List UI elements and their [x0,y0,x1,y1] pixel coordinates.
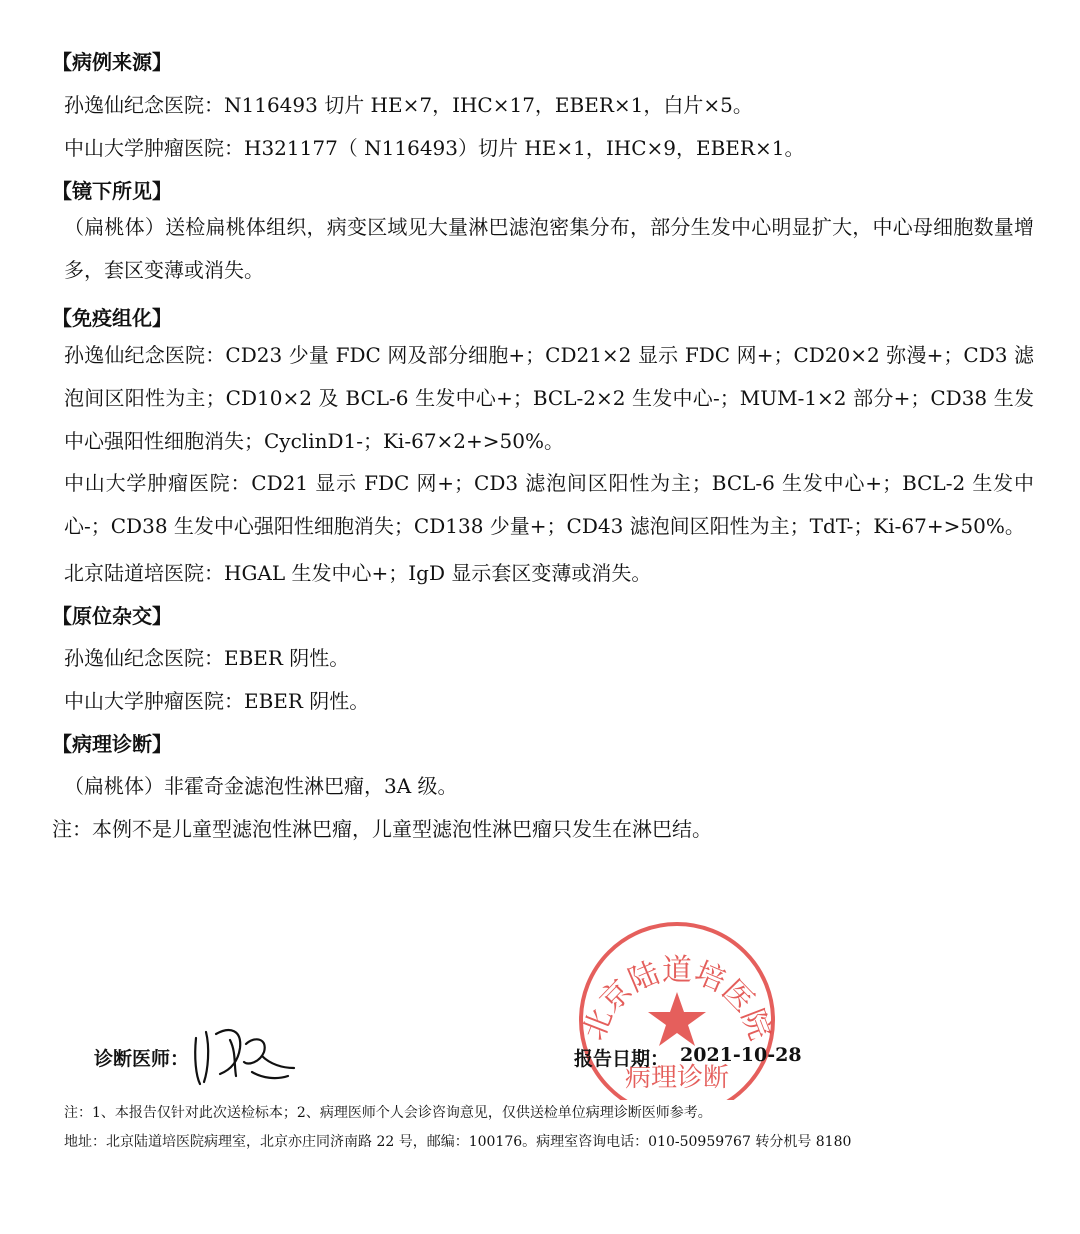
seal-bottom-text: 病理诊断 [624,1063,730,1093]
seal-star-icon [648,992,706,1046]
diagnosis-note: 注：本例不是儿童型滤泡性淋巴瘤，儿童型滤泡性淋巴瘤只发生在淋巴结。 [52,817,712,841]
ish-line-sysu-cancer: 中山大学肿瘤医院：EBER 阴性。 [64,689,370,713]
heading-diagnosis: 【病理诊断】 [52,732,172,756]
ihc-para-sysu-memorial: 孙逸仙纪念医院：CD23 少量 FDC 网及部分细胞+；CD21×2 显示 FDC 网+；CD20×2 弥漫+；CD3 滤泡间区阳性为主；CD10×2 及 BCL-6 生发中心+；BCL-2×2 生发中心-；MUM-1×2 部分+；CD38 生发中心强阳性细胞消失；CyclinD1-；Ki-67×2+>50%。 [64,343,1034,453]
ihc-para-ludaopei: 北京陆道培医院：HGAL 生发中心+；IgD 显示套区变薄或消失。 [64,561,652,585]
heading-ish: 【原位杂交】 [52,604,172,628]
diagnosis-line: （扁桃体）非霍奇金滤泡性淋巴瘤，3A 级。 [64,774,458,798]
hospital-seal [570,920,780,1100]
heading-microscopy: 【镜下所见】 [52,179,172,203]
ish-line-sysu-memorial: 孙逸仙纪念医院：EBER 阴性。 [64,646,350,670]
source-line-sysu-cancer: 中山大学肿瘤医院：H321177（ N116493）切片 HE×1，IHC×9，EBER×1。 [64,136,805,160]
source-line-sysu-memorial: 孙逸仙纪念医院：N116493 切片 HE×7，IHC×17，EBER×1，白片×5。 [64,93,753,117]
footer-address: 地址：北京陆道培医院病理室，北京亦庄同济南路 22 号，邮编：100176。病理室咨询电话：010-50959767 转分机号 8180 [64,1134,852,1150]
report-date-label: 报告日期： [574,1048,670,1070]
doctor-signature [190,1018,300,1088]
report-date-value: 2021-10-28 [680,1044,802,1066]
microscopy-text: （扁桃体）送检扁桃体组织，病变区域见大量淋巴滤泡密集分布，部分生发中心明显扩大，中心母细胞数量增多，套区变薄或消失。 [64,215,1034,282]
footer-note: 注：1、本报告仅针对此次送检标本；2、病理医师个人会诊咨询意见，仅供送检单位病理诊断医师参考。 [64,1105,712,1121]
seal-arc-text: 北京陆道培医院 [576,953,778,1045]
doctor-label: 诊断医师： [94,1048,190,1070]
ihc-para-sysu-cancer: 中山大学肿瘤医院：CD21 显示 FDC 网+；CD3 滤泡间区阳性为主；BCL-6 生发中心+；BCL-2 生发中心-；CD38 生发中心强阳性细胞消失；CD138 少量+；CD43 滤泡间区阳性为主；TdT-；Ki-67+>50%。 [64,471,1034,538]
heading-case-source: 【病例来源】 [52,50,172,74]
heading-ihc: 【免疫组化】 [52,306,172,330]
